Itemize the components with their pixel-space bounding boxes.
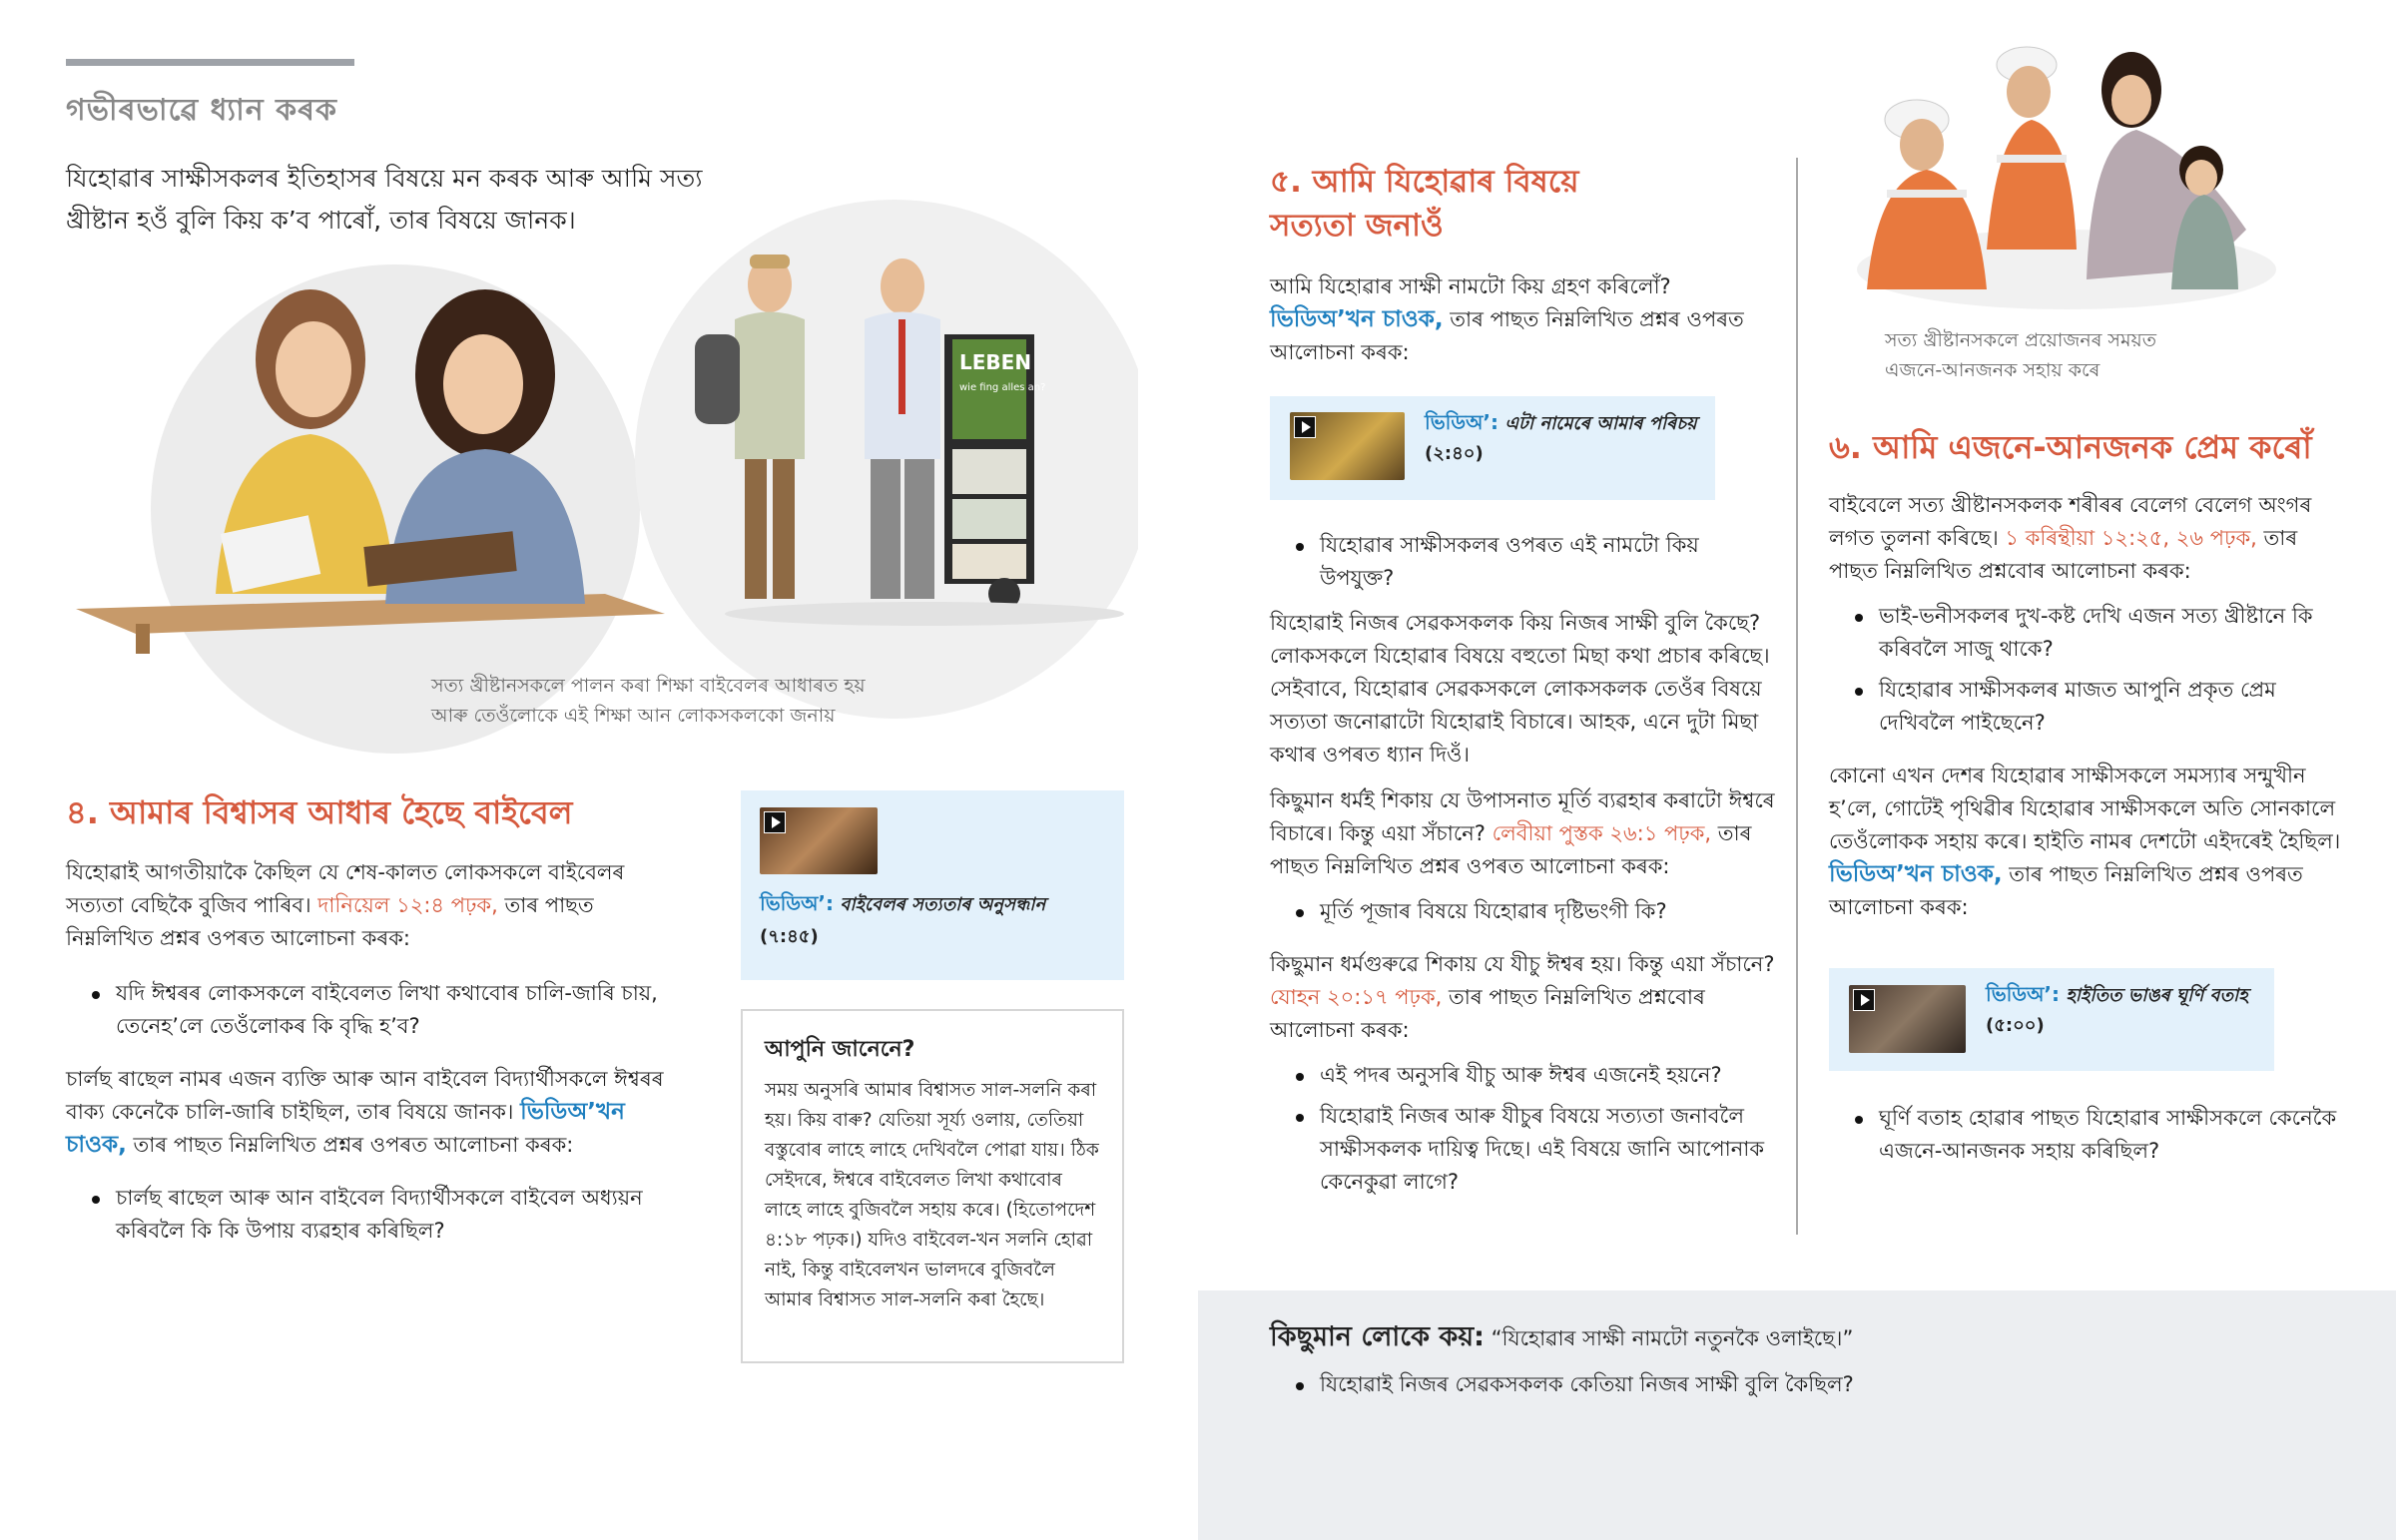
some-people-say-lead: কিছুমান লোকে কয়: [1270, 1321, 1485, 1352]
caption-line-1: সত্য খ্ৰীষ্টানসকলে পালন কৰা শিক্ষা বাইবেলৰ আধাৰত হয় [431, 675, 866, 697]
question-item: ঘূৰ্ণি বতাহ হোৱাৰ পাছত যিহোৱাৰ সাক্ষীসকলে কেনেকৈ এজনে-আনজনক সহায় কৰিছিল? [1829, 1102, 2348, 1168]
section-5-paragraph-1: আমি যিহোৱাৰ সাক্ষী নামটো কিয় গ্ৰহণ কৰিলোঁ? ভিডিঅ’খন চাওক, তাৰ পাছত নিম্নলিখিত প্ৰশ্নৰ ওপৰত আলোচনা কৰক: [1270, 274, 1744, 364]
did-you-know-body: সময় অনুসৰি আমাৰ বিশ্বাসত সাল-সলনি কৰা হয়। কিয় বাৰু? যেতিয়া সূৰ্য্য ওলায়, তেতিয়া বস্তুবোৰ লাহে লাহে দেখিবলৈ পোৱা যায়। ঠিক সেইদৰে, ঈশ্বৰে বাইবেলত লিখা কথাবোৰ লাহে লাহে বুজিবলৈ সহায় কৰে। (হিতোপদেশ ৪:১৮ পঢ়ক।) যদিও বাইবেল-খন সলনি হোৱা নাই, কিন্তু বাইবেলখন ভালদৰে বুজিবলৈ আমাৰ বিশ্বাসত সাল-সলনি কৰা হৈছে। [765, 1080, 1099, 1310]
question-item: যিহোৱাৰ সাক্ষীসকলৰ ওপৰত এই নামটো কিয় উপযুক্ত? [1270, 529, 1779, 595]
section-4-paragraph-1: যিহোৱাই আগতীয়াকৈ কৈছিল যে শেষ-কালত লোকসকলে বাইবেলৰ সত্যতা বেছিকৈ বুজিব পাৰিব। দানিয়েল ১২:৪ পঢ়ক, তাৰ পাছত নিম্নলিখিত প্ৰশ্নৰ ওপৰত আলোচনা কৰক: [66, 860, 625, 950]
section-5-questions-3 [1270, 1059, 1779, 1199]
question-item: এই পদৰ অনুসৰি যীচু আৰু ঈশ্বৰ এজনেই হয়নে? [1270, 1059, 1779, 1092]
video-box-name-identity[interactable] [1270, 396, 1715, 500]
did-you-know-box [741, 1009, 1124, 1363]
section-6-body-continued [1829, 1102, 2348, 1176]
illustration-caption-right [1885, 325, 2264, 385]
some-people-say-content [1270, 1317, 2348, 1409]
section-4-body [66, 856, 675, 1256]
question-item: যিহোৱাই নিজৰ সেৱকসকলক কেতিয়া নিজৰ সাক্ষী বুলি কৈছিল? [1270, 1368, 2348, 1401]
question-item: যিহোৱাই নিজৰ আৰু যীচুৰ বিষয়ে সত্যতা জনাবলৈ সাক্ষীসকলক দায়িত্ব দিছে। এই বিষয়ে জানি আপোনাক কেনেকুৱা লাগে? [1270, 1100, 1779, 1199]
video-box-bible-truth[interactable] [741, 790, 1124, 980]
play-icon[interactable] [764, 811, 786, 833]
illustration-relief-workers [1847, 20, 2286, 319]
section-6-questions-1 [1829, 600, 2348, 740]
illustration-caption-left [431, 671, 950, 731]
video-link-watch[interactable]: ভিডিঅ’খন চাওক, [1829, 861, 2003, 887]
question-item: ভাই-ভনীসকলৰ দুখ-কষ্ট দেখি এজন সত্য খ্ৰীষ্টানে কি কৰিবলৈ সাজু থাকে? [1829, 600, 2348, 666]
question-item: মূৰ্তি পূজাৰ বিষয়ে যিহোৱাৰ দৃষ্টিভংগী কি? [1270, 895, 1779, 928]
did-you-know-title: আপুনি জানেনে? [765, 1037, 915, 1062]
video-label: ভিডিঅ’: এটা নামেৰে আমাৰ পৰিচয় (২:৪০) [1425, 410, 1697, 464]
some-people-say-line [1270, 1317, 2348, 1358]
video-thumbnail[interactable] [1290, 412, 1405, 480]
video-thumbnail[interactable] [1849, 985, 1966, 1053]
section-6-questions-2 [1829, 1102, 2348, 1168]
video-link-watch[interactable]: ভিডিঅ’খন চাওক, [66, 1099, 625, 1158]
section-6-heading: ৬. আমি এজনে-আনজনক প্ৰেম কৰোঁ [1829, 428, 2312, 466]
play-icon[interactable] [1294, 416, 1316, 438]
video-label: ভিডিঅ’: বাইবেলৰ সত্যতাৰ অনুসন্ধান (৭:৪৫) [760, 891, 1046, 947]
section-4-heading: ৪. আমাৰ বিশ্বাসৰ আধাৰ হৈছে বাইবেল [66, 793, 573, 831]
section-5-paragraph-4: কিছুমান ধৰ্মগুৰুৱে শিকায় যে যীচু ঈশ্বৰ হয়। কিন্তু এয়া সঁচানে? যোহন ২০:১৭ পঢ়ক, তাৰ পাছত নিম্নলিখিত প্ৰশ্নবোৰ আলোচনা কৰক: [1270, 952, 1775, 1042]
question-item: চাৰ্লছ ৰাছেল আৰু আন বাইবেল বিদ্যাৰ্থীসকলে বাইবেল অধ্যয়ন কৰিবলৈ কি কি উপায় ব্যৱহাৰ কৰিছিল? [66, 1182, 675, 1248]
cart-poster-subtitle: wie fing alles an? [959, 382, 1046, 393]
scripture-link-daniel[interactable]: দানিয়েল ১২:৪ পঢ়ক, [317, 893, 498, 917]
video-label: ভিডিঅ’: হাইতিত ভাঙৰ ঘূৰ্ণি বতাহ (৫:০০) [1986, 982, 2248, 1036]
section-5-body-continued [1270, 529, 1779, 1207]
question-item: যদি ঈশ্বৰৰ লোকসকলে বাইবেলত লিখা কথাবোৰ চালি-জাৰি চায়, তেনেহ’লে তেওঁলোকৰ কি বৃদ্ধি হ’ব? [66, 977, 675, 1043]
scripture-link-john[interactable]: যোহন ২০:১৭ পঢ়ক, [1270, 985, 1443, 1009]
section-6-body [1829, 489, 2348, 924]
caption-line-2: আৰু তেওঁলোকে এই শিক্ষা আন লোকসকলকো জনায় [431, 705, 836, 727]
intro-text: যিহোৱাৰ সাক্ষীসকলৰ ইতিহাসৰ বিষয়ে মন কৰক আৰু আমি সত্য খ্ৰীষ্টান হওঁ বুলি কিয় ক’ব পাৰোঁ, তাৰ বিষয়ে জানক। [66, 164, 703, 235]
video-link-watch[interactable]: ভিডিঅ’খন চাওক, [1270, 306, 1444, 332]
scripture-link-leviticus[interactable]: লেবীয়া পুস্তক ২৬:১ পঢ়ক, [1492, 821, 1712, 845]
caption-line-1: সত্য খ্ৰীষ্টানসকলে প্ৰয়োজনৰ সময়ত [1885, 329, 2156, 351]
section-header-bar [66, 59, 354, 66]
section-6-paragraph-1: বাইবেলে সত্য খ্ৰীষ্টানসকলক শৰীৰৰ বেলেগ বেলেগ অংগৰ লগত তুলনা কৰিছে। ১ কৰিন্থীয়া ১২:২৫, ২৬ পঢ়ক, তাৰ পাছত নিম্নলিখিত প্ৰশ্নবোৰ আলোচনা কৰক: [1829, 493, 2312, 583]
section-label: গভীৰভাৱে ধ্যান কৰক [66, 93, 338, 128]
caption-line-2: এজনে-আনজনক সহায় কৰে [1885, 359, 2100, 381]
section-5-questions-2 [1270, 895, 1779, 928]
section-4-questions-2 [66, 1182, 675, 1248]
section-5-heading: ৫. আমি যিহোৱাৰ বিষয়ে সত্যতা জনাওঁ [1270, 164, 1579, 244]
section-5-questions-1 [1270, 529, 1779, 595]
section-4-questions-1 [66, 977, 675, 1043]
video-box-haiti-hurricane[interactable] [1829, 968, 2274, 1071]
video-thumbnail[interactable] [760, 807, 878, 874]
scripture-link-corinthians[interactable]: ১ কৰিন্থীয়া ১২:২৫, ২৬ পঢ়ক, [2005, 526, 2257, 550]
play-icon[interactable] [1853, 989, 1875, 1011]
section-4-paragraph-2: চাৰ্লছ ৰাছেল নামৰ এজন ব্যক্তি আৰু আন বাইবেল বিদ্যাৰ্থীসকলে ঈশ্বৰৰ বাক্য কেনেকৈ চালি-জাৰি চাইছিল, তাৰ বিষয়ে জানক। ভিডিঅ’খন চাওক, তাৰ পাছত নিম্নলিখিত প্ৰশ্নৰ ওপৰত আলোচনা কৰক: [66, 1067, 664, 1158]
some-people-say-questions [1270, 1368, 2348, 1401]
section-5-body [1270, 270, 1779, 369]
question-item: যিহোৱাৰ সাক্ষীসকলৰ মাজত আপুনি প্ৰকৃত প্ৰেম দেখিবলৈ পাইছেনে? [1829, 674, 2348, 740]
some-people-say-quote: “যিহোৱাৰ সাক্ষী নামটো নতুনকৈ ওলাইছে।” [1484, 1326, 1854, 1350]
section-5-paragraph-3: কিছুমান ধৰ্মই শিকায় যে উপাসনাত মূৰ্তি ব্যৱহাৰ কৰাটো ঈশ্বৰে বিচাৰে। কিন্তু এয়া সঁচানে? লেবীয়া পুস্তক ২৬:১ পঢ়ক, তাৰ পাছত নিম্নলিখিত প্ৰশ্নৰ ওপৰত আলোচনা কৰক: [1270, 788, 1775, 878]
section-6-paragraph-2: কোনো এখন দেশৰ যিহোৱাৰ সাক্ষীসকলে সমস্যাৰ সন্মুখীন হ’লে, গোটেই পৃথিৱীৰ যিহোৱাৰ সাক্ষীসকলে অতি সোনকালে তেওঁলোকক সহায় কৰে। হাইতি নামৰ দেশটো এইদৰেই হৈছিল। ভিডিঅ’খন চাওক, তাৰ পাছত নিম্নলিখিত প্ৰশ্নৰ ওপৰত আলোচনা কৰক: [1829, 764, 2341, 919]
section-5-paragraph-2: যিহোৱাই নিজৰ সেৱকসকলক কিয় নিজৰ সাক্ষী বুলি কৈছে? লোকসকলে যিহোৱাৰ বিষয়ে বহুতো মিছা কথা প্ৰচাৰ কৰিছে। সেইবাবে, যিহোৱাৰ সেৱকসকলে লোকসকলক তেওঁৰ বিষয়ে সত্যতা জনোৱাটো যিহোৱাই বিচাৰে। আহক, এনে দুটা মিছা কথাৰ ওপৰত ধ্যান দিওঁ। [1270, 611, 1770, 767]
column-divider [1796, 158, 1798, 1235]
cart-poster-title: LEBEN [959, 350, 1032, 374]
